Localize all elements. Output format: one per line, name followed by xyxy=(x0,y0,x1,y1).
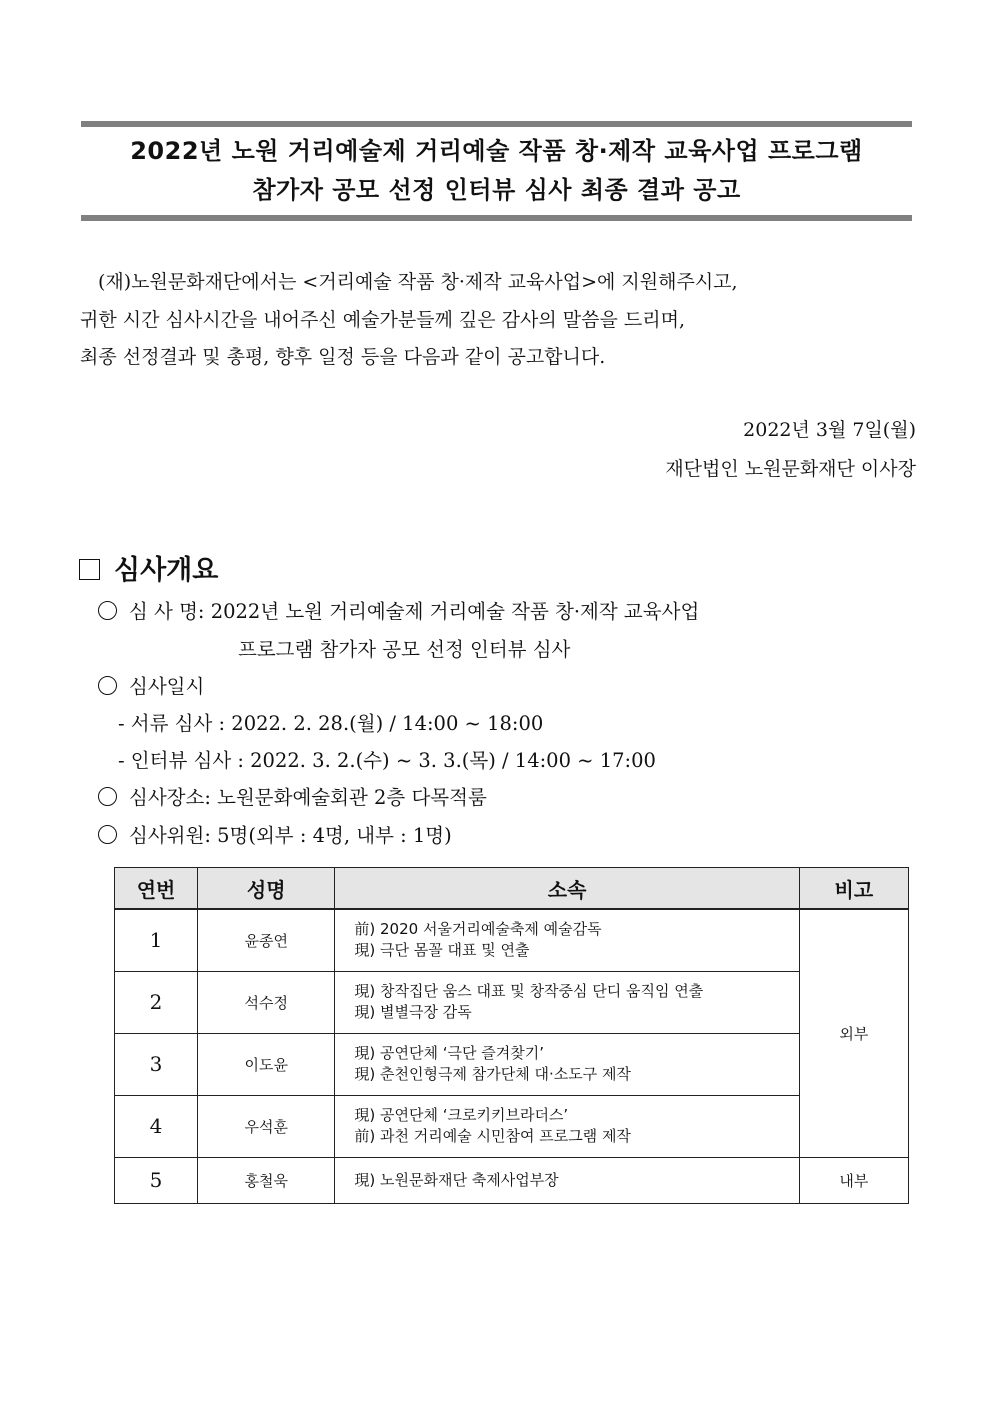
row-num: 2 xyxy=(115,971,198,1033)
jurors-text: 심사위원: 5명(외부 : 4명, 내부 : 1명) xyxy=(129,824,452,847)
table-row xyxy=(115,971,909,1033)
title-bottom-rule xyxy=(81,215,912,221)
table-row xyxy=(115,1095,909,1157)
review-name-label: 심 사 명: xyxy=(129,600,205,623)
affiliation-line: 現) 별별극장 감독 xyxy=(354,1003,472,1021)
page-title-line-2: 참가자 공모 선정 인터뷰 심사 최종 결과 공고 xyxy=(252,176,741,204)
affiliation-line: 現) 춘천인형극제 참가단체 대·소도구 제작 xyxy=(354,1065,631,1083)
page-title-line-1: 2022년 노원 거리예술제 거리예술 작품 창·제작 교육사업 프로그램 xyxy=(130,137,863,165)
interview-review-schedule: - 인터뷰 심사 : 2022. 3. 2.(수) ~ 3. 3.(목) / 14:00 ~ 17:00 xyxy=(118,749,656,772)
section-heading-text: 심사개요 xyxy=(114,555,219,586)
row-num: 1 xyxy=(115,909,198,971)
issuer: 재단법인 노원문화재단 이사장 xyxy=(665,458,916,480)
row-affiliation xyxy=(335,971,799,1033)
table-header-row xyxy=(115,868,909,910)
row-affiliation xyxy=(335,1095,799,1157)
review-date-item xyxy=(98,673,204,701)
intro-line-3: 최종 선정결과 및 총평, 향후 일정 등을 다음과 같이 공고합니다. xyxy=(80,346,606,368)
affiliation-line: 現) 극단 몸꼴 대표 및 연출 xyxy=(354,941,530,960)
row-affiliation xyxy=(335,909,799,971)
affiliation-line: 現) 공연단체 ‘크로키키브라더스’ xyxy=(354,1106,569,1124)
row-name: 홍철욱 xyxy=(198,1157,335,1203)
intro-line-1: (재)노원문화재단에서는 <거리예술 작품 창·제작 교육사업>에 지원해주시고, xyxy=(98,271,738,293)
header-name: 성명 xyxy=(198,868,335,910)
header-note: 비고 xyxy=(799,868,908,910)
intro-line-2: 귀한 시간 심사시간을 내어주신 예술가분들께 깊은 감사의 말씀을 드리며, xyxy=(80,309,685,331)
venue-text: 심사장소: 노원문화예술회관 2층 다목적룸 xyxy=(129,786,487,809)
row-num: 5 xyxy=(115,1157,198,1203)
document-review-schedule: - 서류 심사 : 2022. 2. 28.(월) / 14:00 ~ 18:00 xyxy=(118,712,544,735)
row-num: 3 xyxy=(115,1033,198,1095)
table-row xyxy=(115,1033,909,1095)
review-name-continued: 프로그램 참가자 공모 선정 인터뷰 심사 xyxy=(238,638,571,661)
review-name-item xyxy=(98,598,699,626)
affiliation-line: 現) 공연단체 ‘극단 즐겨찾기’ xyxy=(354,1044,544,1062)
row-affiliation xyxy=(335,1033,799,1095)
circle-bullet-icon xyxy=(98,676,117,695)
affiliation-line: 前) 과천 거리예술 시민참여 프로그램 제작 xyxy=(354,1127,631,1145)
note-internal: 내부 xyxy=(799,1157,908,1203)
circle-bullet-icon xyxy=(98,787,117,806)
header-num: 연번 xyxy=(115,868,198,910)
note-external: 외부 xyxy=(799,909,908,1157)
affiliation-line: 現) 창작집단 움스 대표 및 창작중심 단디 움직임 연출 xyxy=(354,982,704,1000)
row-name: 윤종연 xyxy=(198,909,335,971)
review-name-value: 2022년 노원 거리예술제 거리예술 작품 창·제작 교육사업 xyxy=(210,600,700,623)
row-num: 4 xyxy=(115,1095,198,1157)
row-name: 석수정 xyxy=(198,971,335,1033)
table-row xyxy=(115,909,909,971)
row-affiliation: 現) 노원문화재단 축제사업부장 xyxy=(335,1157,799,1203)
jury-table xyxy=(114,867,909,1204)
venue-item xyxy=(98,784,487,812)
announcement-date: 2022년 3월 7일(월) xyxy=(743,419,916,441)
jurors-item xyxy=(98,822,452,850)
circle-bullet-icon xyxy=(98,825,117,844)
title-top-rule xyxy=(81,121,912,127)
circle-bullet-icon xyxy=(98,601,117,620)
review-date-label: 심사일시 xyxy=(129,675,205,698)
affiliation-line: 前) 2020 서울거리예술축제 예술감독 xyxy=(354,920,602,939)
row-name: 우석훈 xyxy=(198,1095,335,1157)
section-heading xyxy=(79,554,218,588)
table-row xyxy=(115,1157,909,1203)
checkbox-square-icon xyxy=(79,559,100,580)
header-affiliation: 소속 xyxy=(335,868,799,910)
row-name: 이도윤 xyxy=(198,1033,335,1095)
